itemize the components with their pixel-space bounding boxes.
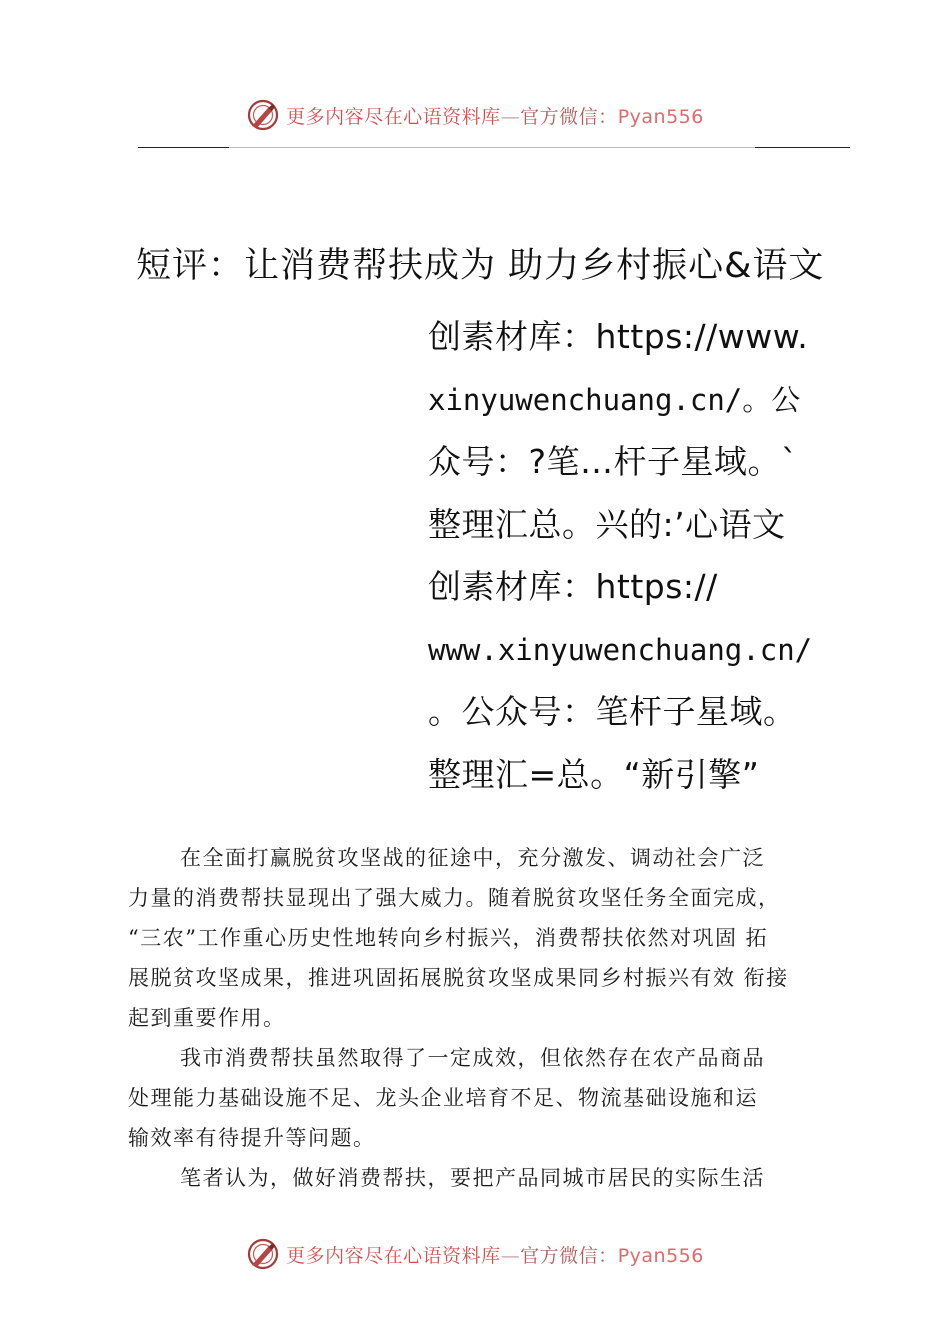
banner-separator: — <box>500 1244 521 1267</box>
header-rule-middle <box>229 147 755 148</box>
body-line: 处理能力基础设施不足、龙头企业培育不足、物流基础设施和运 <box>128 1086 758 1110</box>
banner-brand: 更多内容尽在心语资料库 <box>286 105 501 128</box>
banner-separator: — <box>500 105 521 128</box>
footer-banner <box>0 1230 950 1278</box>
banner-text <box>286 1241 704 1268</box>
banner-wechat-label: 官方微信： <box>520 1244 618 1267</box>
banner-content <box>246 98 704 132</box>
pen-logo-icon <box>246 1237 280 1271</box>
title-line: 众号：?笔…杆子星域。` <box>428 442 799 481</box>
title-line: www.xinyuwenchuang.cn/ <box>428 632 813 667</box>
title-continuation <box>428 306 838 806</box>
header-banner <box>0 91 950 139</box>
banner-content <box>246 1237 704 1271</box>
title-line: 整理汇=总。“新引擎” <box>428 754 760 794</box>
body-line: 我市消费帮扶虽然取得了一定成效，但依然存在农产品商品 <box>180 1046 765 1070</box>
title-line: xinyuwenchuang.cn/。公 <box>428 382 801 417</box>
banner-brand: 更多内容尽在心语资料库 <box>286 1244 501 1267</box>
title-line: 整理汇总。兴的:’心语文 <box>428 504 786 544</box>
title-line: 创素材库：https://www. <box>428 317 809 356</box>
body-line: 笔者认为，做好消费帮扶，要把产品同城市居民的实际生活 <box>180 1166 765 1190</box>
banner-text <box>286 102 704 129</box>
body-line: “三农”工作重心历史性地转向乡村振兴，消费帮扶依然对巩固 拓 <box>128 926 769 950</box>
banner-wechat-id: Pyan556 <box>617 105 704 128</box>
title-line: 创素材库：https:// <box>428 567 718 606</box>
pen-logo-icon <box>246 98 280 132</box>
body-line: 力量的消费帮扶显现出了强大威力。随着脱贫攻坚任务全面完成， <box>128 886 781 910</box>
article-body <box>128 838 858 1198</box>
banner-wechat-label: 官方微信： <box>520 105 618 128</box>
title-line: 。公众号：笔杆子星域。 <box>428 692 797 731</box>
body-line: 展脱贫攻坚成果，推进巩固拓展脱贫攻坚成果同乡村振兴有效 衔接 <box>128 966 789 990</box>
banner-wechat-id: Pyan556 <box>617 1244 704 1267</box>
header-rule-right <box>755 147 850 148</box>
body-line: 输效率有待提升等问题。 <box>128 1126 376 1150</box>
header-rule-left <box>138 147 229 148</box>
document-title: 短评：让消费帮扶成为 助力乡村振心&语文 <box>136 246 825 286</box>
body-line: 起到重要作用。 <box>128 1006 286 1030</box>
body-line: 在全面打赢脱贫攻坚战的征途中，充分激发、调动社会广泛 <box>180 846 765 870</box>
